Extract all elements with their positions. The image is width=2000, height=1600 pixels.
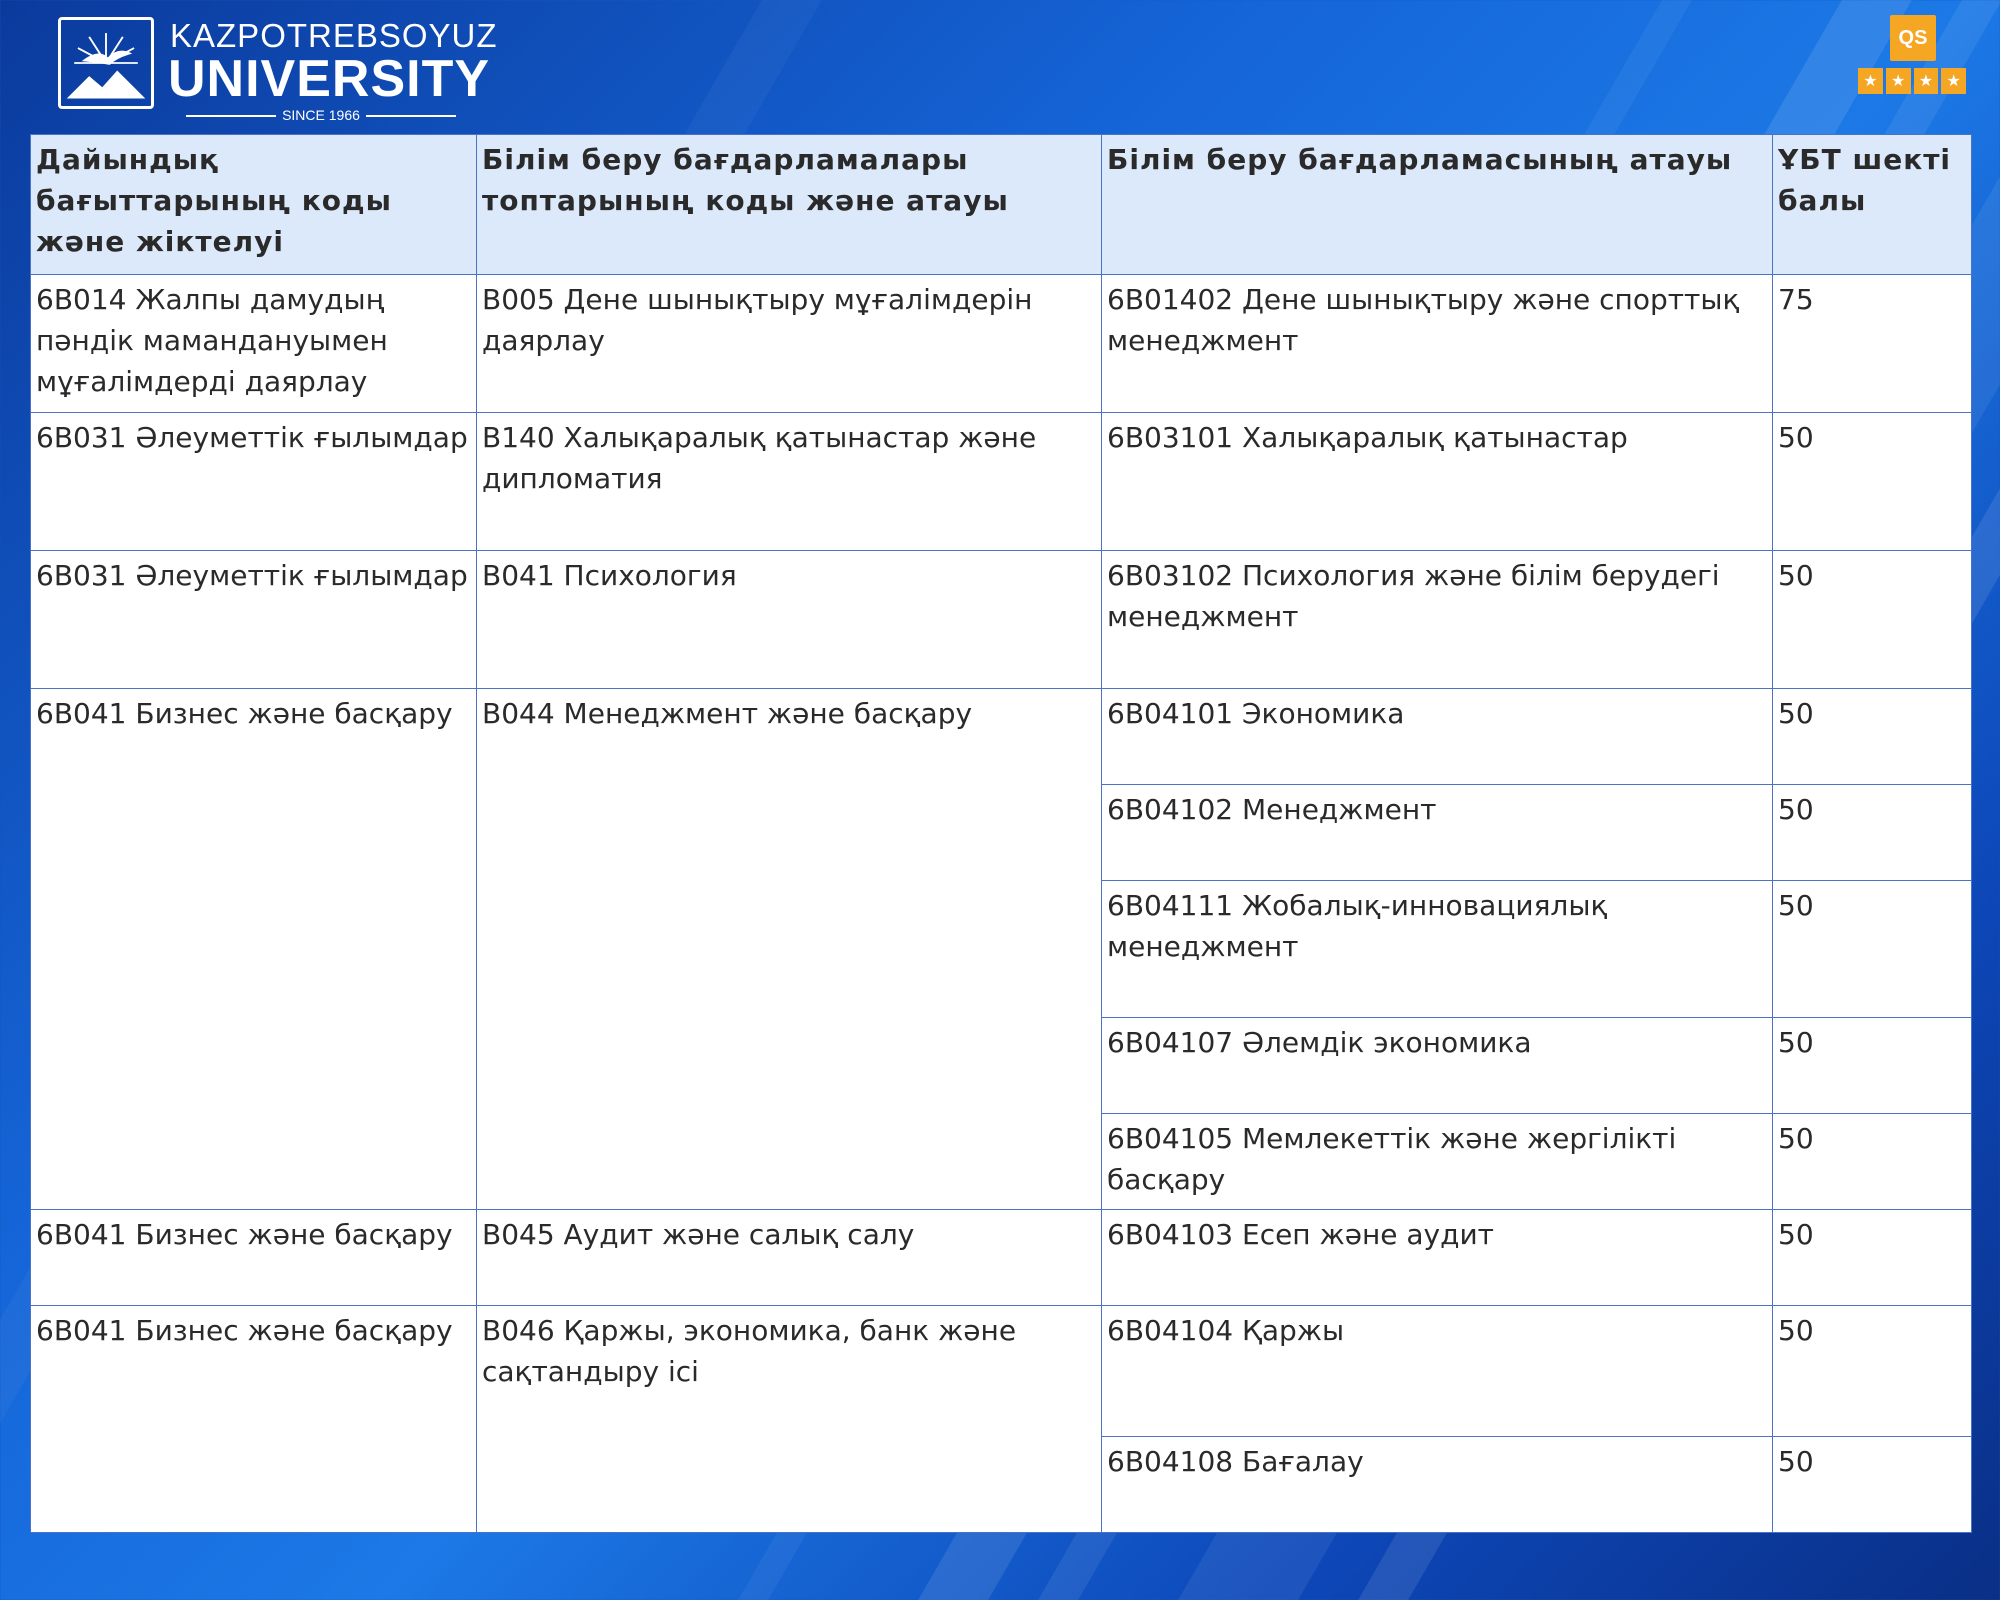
program-cell: 6В03101 Халықаралық қатынастар: [1102, 413, 1773, 551]
star-icon: ★: [1858, 68, 1883, 94]
program-cell: 6В03102 Психология және білім берудегі менеджмент: [1102, 551, 1773, 689]
table-row: [31, 1210, 1972, 1306]
logo-main-text: UNIVERSITY: [168, 50, 491, 108]
qs-logo-icon: QS: [1890, 15, 1936, 61]
program-cell: 6В04107 Әлемдік экономика: [1102, 1018, 1773, 1114]
program-cell: 6В04102 Менеджмент: [1102, 785, 1773, 881]
direction-cell: 6В014 Жалпы дамудың пәндік мамандануымен мұғалімдерді даярлау: [31, 275, 477, 413]
group-cell: В140 Халықаралық қатынастар және дипломатия: [477, 413, 1102, 551]
programs-table: [30, 134, 1972, 1533]
logo-since-text: SINCE 1966: [170, 107, 472, 123]
direction-cell: 6В041 Бизнес және басқару: [31, 689, 477, 1210]
table-header-row: [31, 135, 1972, 275]
column-header-score: ҰБТ шекті балы: [1773, 135, 1972, 275]
program-cell: 6В04104 Қаржы: [1102, 1306, 1773, 1437]
column-header-group: Білім беру бағдарламалары топтарының коды және атауы: [477, 135, 1102, 275]
column-header-program: Білім беру бағдарламасының атауы: [1102, 135, 1773, 275]
program-cell: 6В04105 Мемлекеттік және жергілікті басқару: [1102, 1114, 1773, 1210]
program-cell: 6В01402 Дене шынықтыру және спорттық менеджмент: [1102, 275, 1773, 413]
group-cell: В041 Психология: [477, 551, 1102, 689]
group-cell: В044 Менеджмент және басқару: [477, 689, 1102, 1210]
score-cell: 50: [1773, 881, 1972, 1018]
program-cell: 6В04101 Экономика: [1102, 689, 1773, 785]
table-row: [31, 1306, 1972, 1437]
program-cell: 6В04108 Бағалау: [1102, 1437, 1773, 1533]
bird-emblem-icon: [58, 17, 154, 109]
score-cell: 75: [1773, 275, 1972, 413]
program-cell: 6В04103 Есеп және аудит: [1102, 1210, 1773, 1306]
group-cell: В046 Қаржы, экономика, банк және сақтандыру ісі: [477, 1306, 1102, 1533]
score-cell: 50: [1773, 1210, 1972, 1306]
score-cell: 50: [1773, 689, 1972, 785]
program-cell: 6В04111 Жобалық-инновациялық менеджмент: [1102, 881, 1773, 1018]
direction-cell: 6В041 Бизнес және басқару: [31, 1306, 477, 1533]
score-cell: 50: [1773, 413, 1972, 551]
group-cell: В045 Аудит және салық салу: [477, 1210, 1102, 1306]
star-icon: ★: [1886, 68, 1911, 94]
star-icon: ★: [1914, 68, 1939, 94]
score-cell: 50: [1773, 1306, 1972, 1437]
table-row: [31, 551, 1972, 689]
score-cell: 50: [1773, 1114, 1972, 1210]
qs-rating: [1858, 68, 1966, 94]
group-cell: В005 Дене шынықтыру мұғалімдерін даярлау: [477, 275, 1102, 413]
score-cell: 50: [1773, 1437, 1972, 1533]
column-header-direction: Дайындық бағыттарының коды және жіктелуі: [31, 135, 477, 275]
direction-cell: 6В031 Әлеуметтік ғылымдар: [31, 413, 477, 551]
qs-stars-badge: [1858, 15, 1966, 97]
table-row: [31, 413, 1972, 551]
direction-cell: 6В031 Әлеуметтік ғылымдар: [31, 551, 477, 689]
direction-cell: 6В041 Бизнес және басқару: [31, 1210, 477, 1306]
star-icon: ★: [1941, 68, 1966, 94]
logo-top-text: KAZPOTREBSOYUZ: [170, 17, 498, 54]
score-cell: 50: [1773, 551, 1972, 689]
score-cell: 50: [1773, 785, 1972, 881]
university-logo: [58, 17, 498, 123]
table-row: [31, 689, 1972, 785]
score-cell: 50: [1773, 1018, 1972, 1114]
table-row: [31, 275, 1972, 413]
